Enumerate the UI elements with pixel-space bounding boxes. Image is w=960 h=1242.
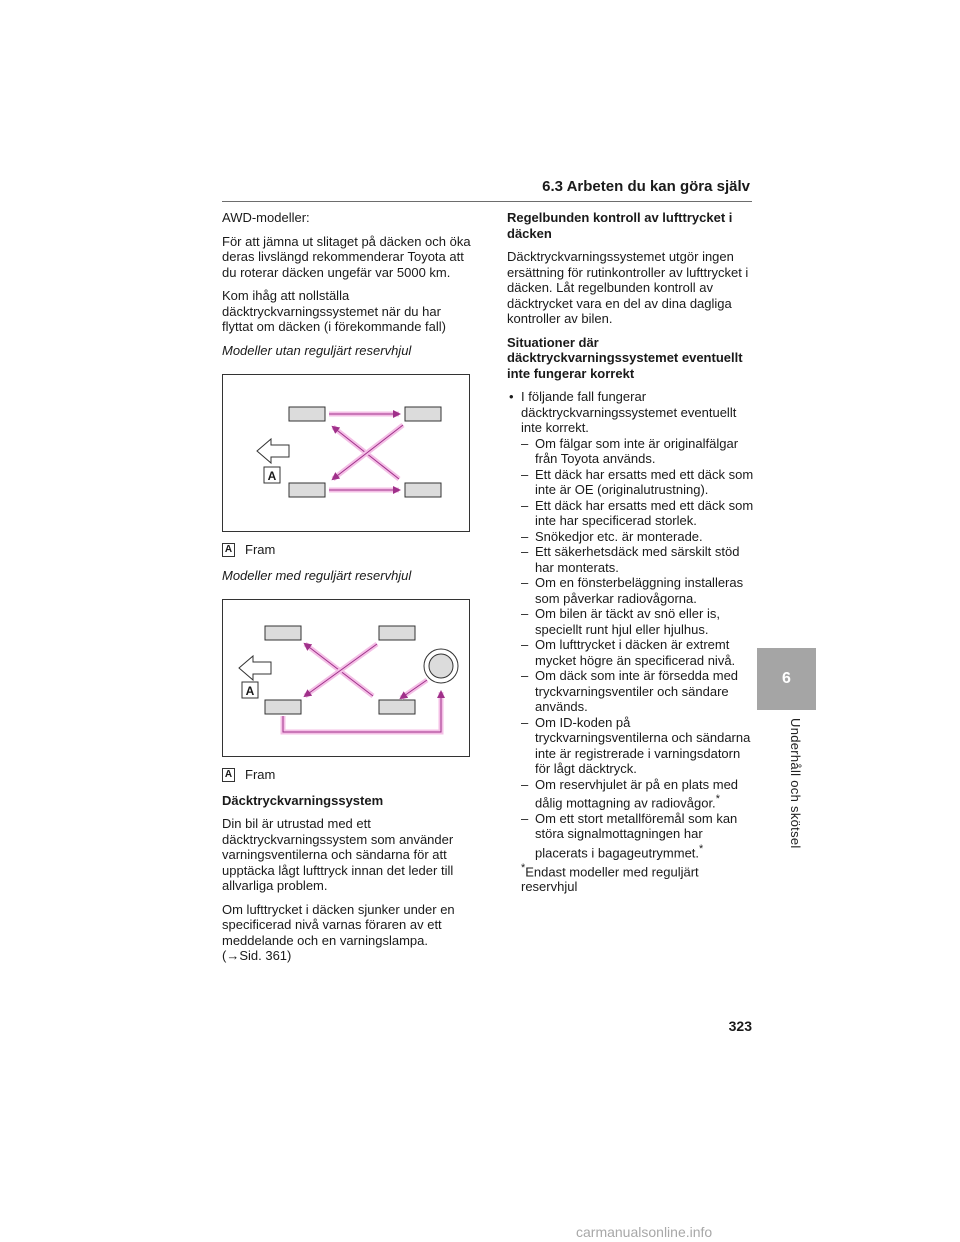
regular-check-heading: Regelbunden kontroll av lufttrycket i däcken bbox=[507, 210, 733, 241]
list-item: – Om ett stort metallföremål som kan störa signalmottagningen har placerats i bagageutrymmet.* bbox=[521, 811, 755, 861]
front-direction-arrow-icon bbox=[239, 656, 271, 680]
rotation-diagram-no-spare-svg bbox=[223, 375, 469, 531]
legend-label-a: A bbox=[222, 543, 235, 557]
figure1-caption: Modeller utan reguljärt reservhjul bbox=[222, 342, 412, 358]
left-column bbox=[222, 210, 472, 972]
figure-label-a: A bbox=[245, 684, 255, 698]
front-left-tire bbox=[265, 626, 301, 640]
list-item: – Ett däck har ersatts med ett däck som inte har specificerad storlek. bbox=[521, 498, 755, 529]
list-item: – Om fälgar som inte är originalfälgar från Toyota används. bbox=[521, 436, 755, 467]
regular-check-paragraph: Däcktryckvarningssystemet utgör ingen ersättning för rutinkontroller av lufttrycket i däcken. Låt regelbunden kontroll av däcktrycket vara en del av dina dagliga kontroller av bilen. bbox=[507, 249, 749, 326]
reset-paragraph: Kom ihåg att nollställa däcktryckvarningssystemet när du har flyttat om däcken (i förekommande fall) bbox=[222, 288, 446, 334]
list-item: – Om bilen är täckt av snö eller is, speciellt runt hjul eller hjulhus. bbox=[521, 606, 755, 637]
spare-tire-inner bbox=[429, 654, 453, 678]
list-item: • I följande fall fungerar däcktryckvarningssystemet eventuellt inte korrekt. – Om fälgar som inte är originalfälgar från Toyota används. – Ett däck har ersatts med ett däck som inte är OE (originalutrustning). – Ett däck har ersatts med ett däck som inte har specificerad storlek. – Snökedjor etc. är monterade. – Ett säkerhetsdäck med särskilt stöd har monterats. – Om en fönsterbeläggning installeras som påverkar radiovågorna. – Om bilen är täckt av snö eller is, speciellt runt hjul eller hjulhus. – Om lufttrycket i däcken är extremt mycket högre än specificerad nivå. – Om däck som inte är försedda med tryckvarningsventiler och sändare används. – Om ID-koden på tryckvarningsventilerna och sändarna inte är registrerade i varningsdatorn för lågt däcktryck. – Om reservhjulet är på en plats med dålig mottagning av radiovågor.* – Om ett stort metallföremål som kan störa signalmottagningen har placerats i bagageutrymmet.* bbox=[507, 389, 755, 861]
rotation-diagram-no-spare bbox=[222, 374, 470, 532]
rear-left-tire bbox=[265, 700, 301, 714]
watermark: carmanualsonline.info bbox=[576, 1224, 713, 1240]
section-title: 6.3 Arbeten du kan göra själv bbox=[542, 178, 750, 195]
legend-label-a: A bbox=[222, 768, 235, 782]
arrow-rl-spare bbox=[283, 692, 441, 732]
figure-label-a: A bbox=[267, 469, 277, 483]
page-reference-link[interactable]: (→Sid. 361) bbox=[222, 948, 292, 963]
chapter-side-label: Underhåll och skötsel bbox=[788, 718, 803, 849]
front-left-tire bbox=[289, 407, 325, 421]
front-right-tire bbox=[379, 626, 415, 640]
list-item: – Snökedjor etc. är monterade. bbox=[521, 529, 755, 545]
front-right-tire bbox=[405, 407, 441, 421]
footnote-marker: * bbox=[715, 793, 720, 805]
rear-left-tire bbox=[289, 483, 325, 497]
situations-heading: Situationer där däcktryckvarningssystemet eventuellt inte fungerar korrekt bbox=[507, 334, 743, 381]
list-item: – Om lufttrycket i däcken är extremt mycket högre än specificerad nivå. bbox=[521, 637, 755, 668]
rotation-diagram-with-spare-svg bbox=[223, 600, 469, 756]
warning-paragraph: Om lufttrycket i däcken sjunker under en specificerad nivå varnas föraren av ett meddelande och en varningslampa. (→Sid. 361) bbox=[222, 901, 455, 963]
front-direction-arrow-icon bbox=[257, 439, 289, 463]
rear-right-tire bbox=[405, 483, 441, 497]
legend-text: Fram bbox=[245, 767, 276, 782]
list-item: – Ett däck har ersatts med ett däck som inte är OE (originalutrustning). bbox=[521, 467, 755, 498]
awd-label: AWD-modeller: bbox=[222, 210, 310, 225]
page-number: 323 bbox=[728, 1018, 752, 1034]
list-item: – Om däck som inte är försedda med tryckvarningsventiler och sändare används. bbox=[521, 668, 755, 715]
header-divider bbox=[222, 201, 752, 202]
footnote-marker: * bbox=[521, 861, 526, 874]
list-item: – Om reservhjulet är på en plats med dålig mottagning av radiovågor.* bbox=[521, 777, 755, 811]
chapter-tab: 6 bbox=[757, 648, 816, 710]
situations-list bbox=[507, 389, 755, 861]
footnote: *Endast modeller med reguljärt reservhjul bbox=[521, 861, 699, 895]
rotation-paragraph: För att jämna ut slitaget på däcken och öka deras livslängd rekommenderar Toyota att du roterar däcken ungefär var 5000 km. bbox=[222, 233, 471, 280]
list-item: – Om en fönsterbeläggning installeras som påverkar radiovågorna. bbox=[521, 575, 755, 606]
footnote-marker: * bbox=[699, 842, 704, 855]
rotation-diagram-with-spare bbox=[222, 599, 470, 757]
legend-text: Fram bbox=[245, 542, 276, 557]
list-item: – Om ID-koden på tryckvarningsventilerna och sändarna inte är registrerade i varningsdatorn för lågt däcktryck. bbox=[521, 715, 755, 777]
figure2-legend bbox=[222, 767, 472, 783]
figure2-caption: Modeller med reguljärt reservhjul bbox=[222, 567, 412, 583]
rear-right-tire bbox=[379, 700, 415, 714]
tpms-paragraph: Din bil är utrustad med ett däcktryckvarningssystem som använder varningsventilerna och sändarna för att upptäcka lågt lufttryck innan det leder till allvarliga problem. bbox=[222, 816, 454, 893]
sub-list bbox=[521, 436, 755, 861]
right-column bbox=[507, 210, 755, 903]
list-item: – Ett säkerhetsdäck med särskilt stöd har monterats. bbox=[521, 544, 755, 575]
tpms-heading: Däcktryckvarningssystem bbox=[222, 792, 384, 808]
figure1-legend bbox=[222, 542, 472, 558]
